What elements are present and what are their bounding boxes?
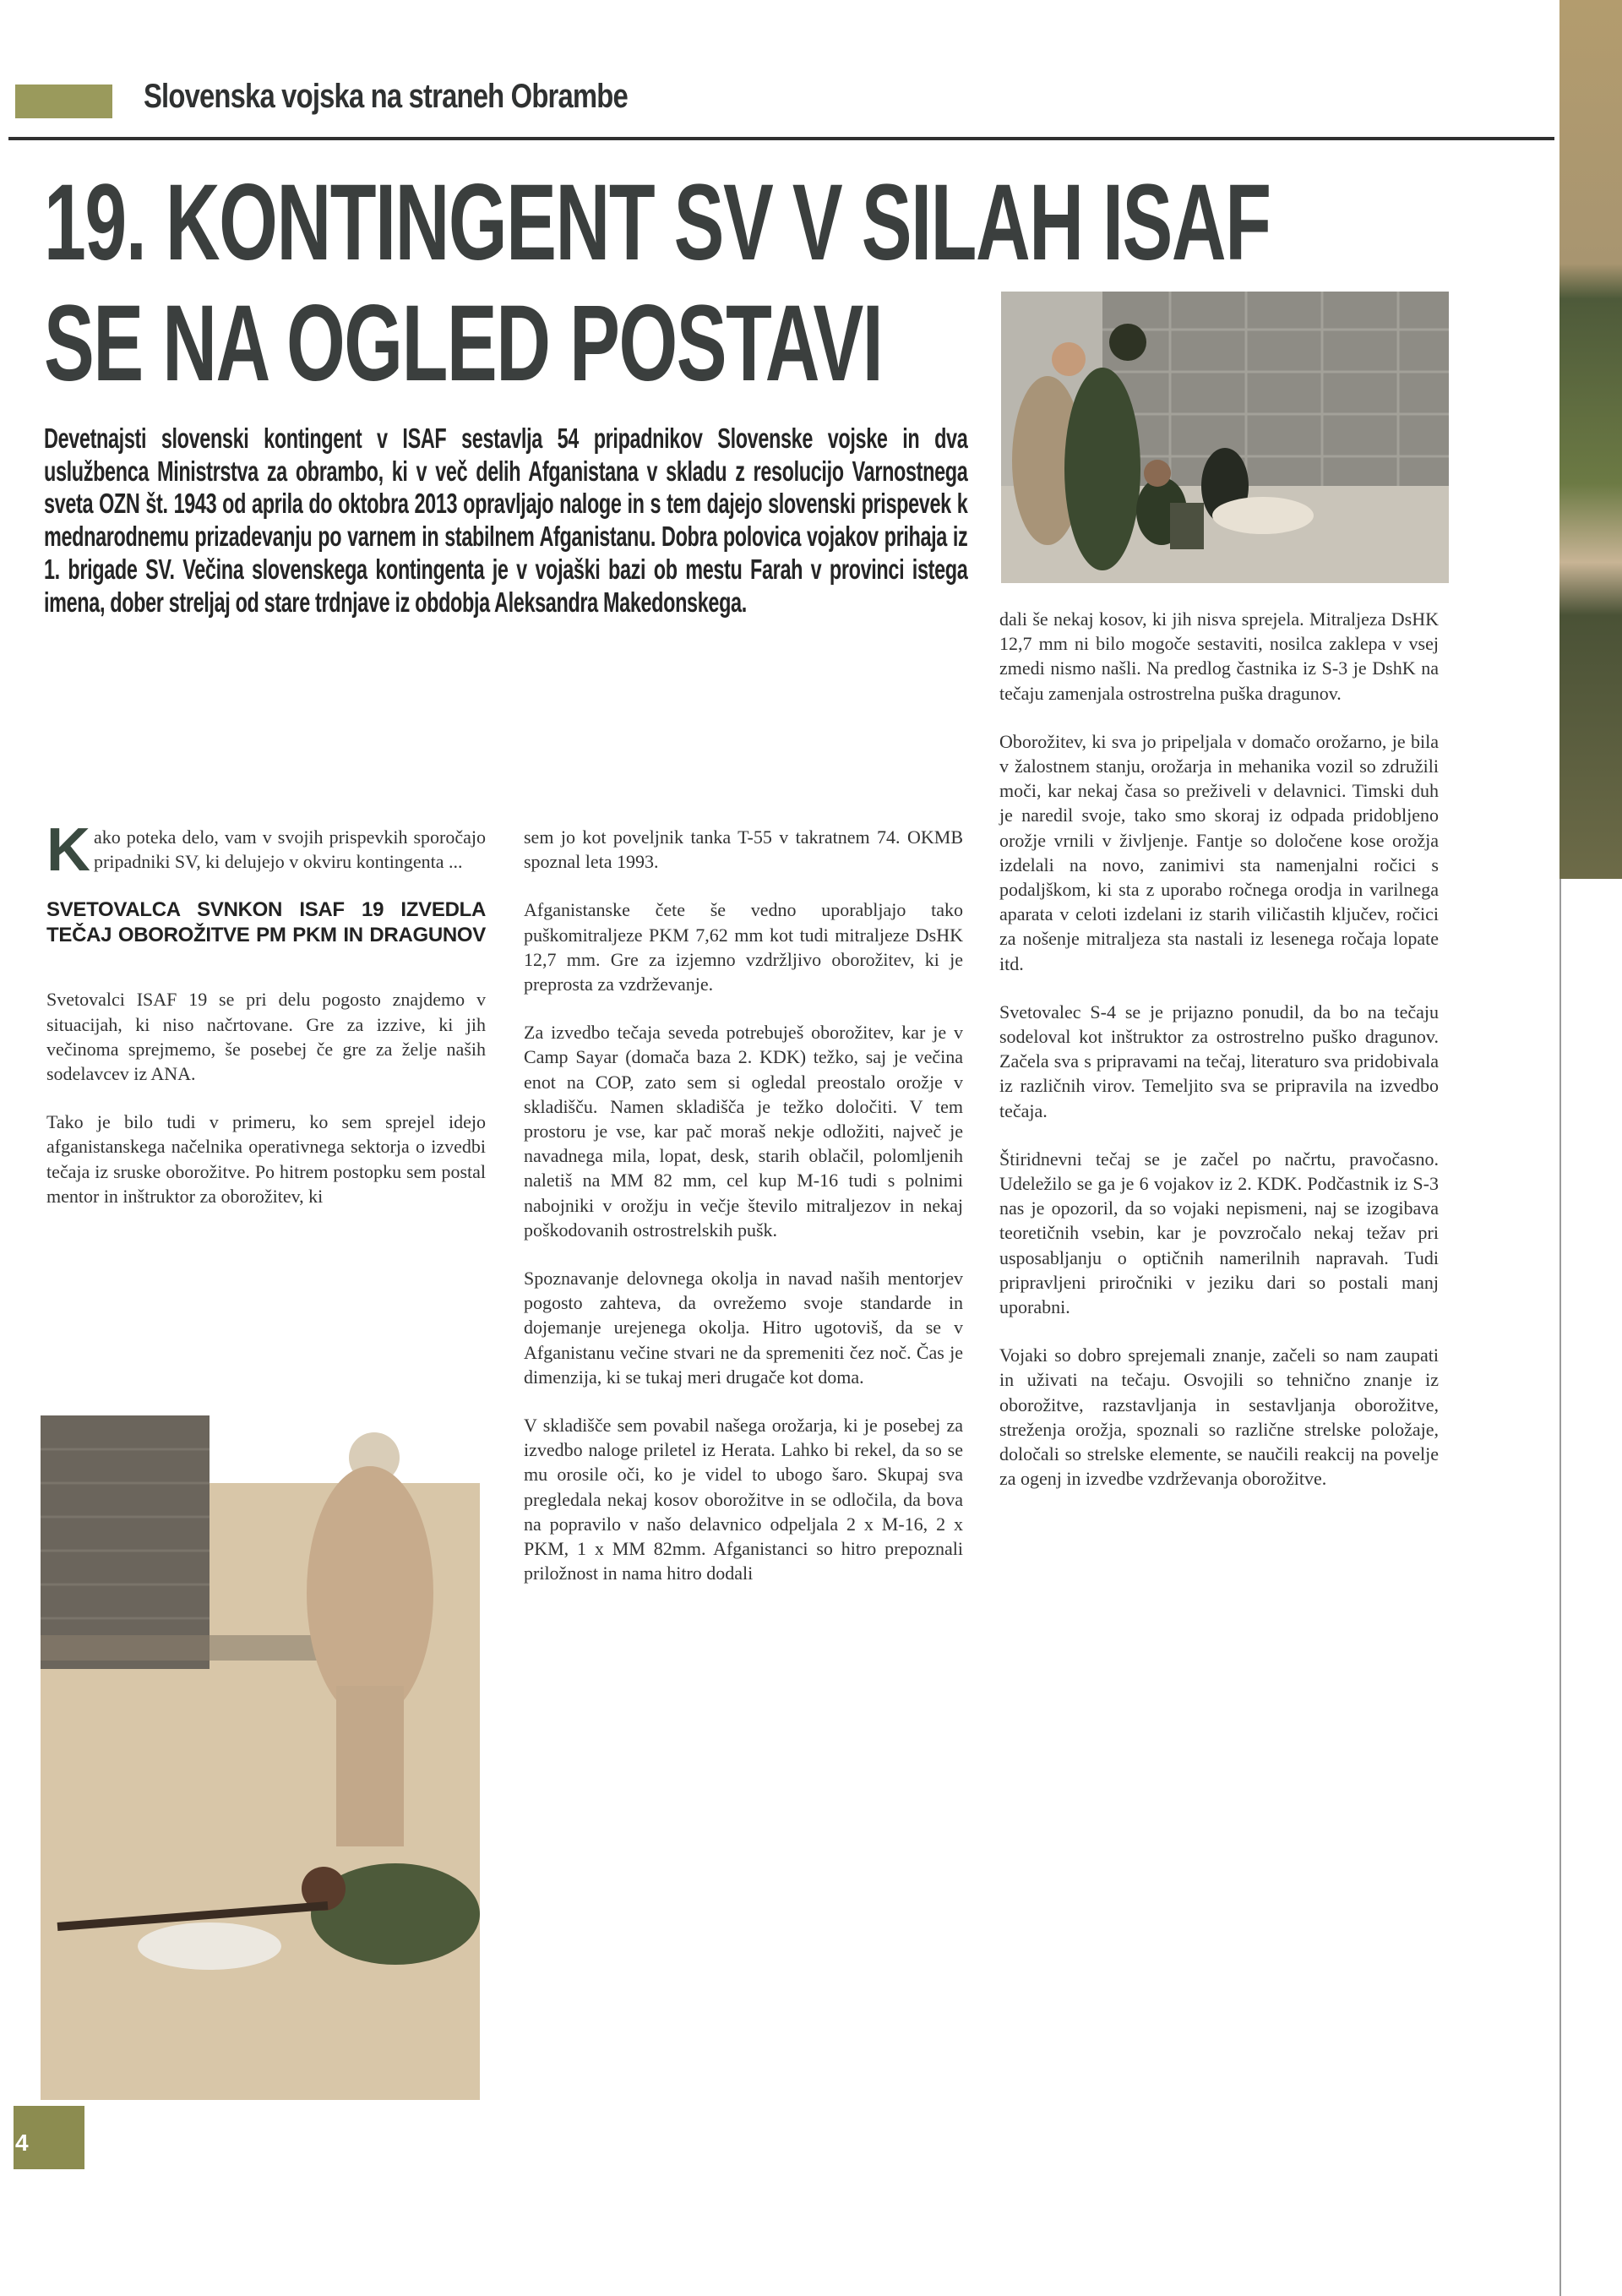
body-column-3 [999, 607, 1439, 1515]
paragraph: Oborožitev, ki sva jo pripeljala v domačo orožarno, je bila v žalostnem stanju, orožarja in mehanika vozil so združili moči, kar nekaj časa so preživeli v delavnici. Timski duh je naredil svoje, tako smo skoraj iz odpada pridobljeno orožje vrnili v življenje. Fantje so določene kose orožja izdelali na novo, zanimivi sta namenjalni ročici s podaljškom, ki sta z uporabo ročnega orodja in varilnega aparata v celoti izdelani iz starih viličastih ključev, ročici za nošenje mitraljeza sta nastali iz lesenega ročaja lopate itd. [999, 730, 1439, 974]
article-title-line-1: 19. KONTINGENT SV V SILAH ISAF [44, 162, 1271, 283]
soldiers-training-photo-illustration [1001, 292, 1449, 583]
intro-text: ako poteka delo, vam v svojih prispevkih sporočajo pripadniki SV, ki delujejo v okviru kontingenta ... [94, 826, 486, 873]
paragraph: Spoznavanje delovnega okolja in navad naših mentorjev pogosto zahteva, da ovrežemo svoje standarde in dojemanje urejenega okolja. Hitro ugotoviš, da se v Afganistanu večine stvari ne da spremeniti čez noč. Čas je dimenzija, ki se tukaj meri drugače kot doma. [524, 1268, 963, 1388]
page-number: 4 [15, 2130, 29, 2156]
paragraph: dali še nekaj kosov, ki jih nisva sprejela. Mitraljeza DsHK 12,7 mm ni bilo mogoče sestaviti, nosilca zaklepa v vsej zmedi nismo našli. Na predlog častnika iz S-3 je DshK na tečaju zamenjala ostrostrelna puška dragunov. [999, 608, 1439, 704]
paragraph: Svetovalci ISAF 19 se pri delu pogosto znajdemo v situacijah, ki niso načrtovane. Gre za izzive, ki jih večinoma sprejmemo, še posebej če gre za želje naših sodelavcev iz ANA. [46, 989, 486, 1085]
section-title: Slovenska vojska na straneh Obrambe [144, 78, 628, 115]
body-column-2 [524, 825, 963, 1609]
intro-paragraph [46, 816, 486, 884]
body-column-1 [46, 816, 486, 1232]
paragraph: Tako je bilo tudi v primeru, ko sem sprejel idejo afganistanskega načelnika operativnega sektorja o izvedbi tečaja iz sruske oborožitve. Po hitrem postopku sem postal mentor in inštruktor za oborožitev, ki [46, 1111, 486, 1207]
paragraph: V skladišče sem povabil našega orožarja, ki je posebej za izvedbo naloge priletel iz Herata. Lahko bi rekel, da so se mu orosile oči, ko je videl to ubogo šaro. Skupaj sva pregledala nekaj kosov oborožitve in se odločila, da bova na popravilo v našo delavnico odpeljala 2 x M-16, 2 x PKM, 1 x MM 82mm. Afganistanci so hitro prepoznali priložnost in nama hitro dodali [524, 1415, 963, 1584]
paragraph: Svetovalec S-4 se je prijazno ponudil, da bo na tečaju sodeloval kot inštruktor za ostrostrelno puško dragunov. Začela sva s pripravami na tečaj, literaturo sva pridobivala iz različnih virov. Temeljito sva se pripravila na izvedbo tečaja. [999, 1001, 1439, 1121]
article-title-line-2: SE NA OGLED POSTAVI [44, 283, 883, 404]
paragraph: Afganistanske čete še vedno uporabljajo tako puškomitraljeze PKM 7,62 mm kot tudi mitraljeze DsHK 12,7 mm. Gre za izjemno vzdržljivo oborožitev, ki je preprosta za vzdrževanje. [524, 899, 963, 995]
photo-soldier-prone-rifle [41, 1415, 480, 2100]
photo-soldiers-training [1001, 292, 1449, 583]
subheading: SVETOVALCA SVNKON ISAF 19 IZVEDLA TEČAJ OBOROŽITVE PM PKM IN DRAGUNOV [46, 898, 486, 947]
soldier-with-rifle-photo-illustration [41, 1415, 480, 2100]
paragraph: sem jo kot poveljnik tanka T-55 v takratnem 74. OKMB spoznal leta 1993. [524, 826, 963, 873]
paragraph: Za izvedbo tečaja seveda potrebuješ oborožitev, kar je v Camp Sayar (domača baza 2. KDK) težko, saj je večina enot na COP, zato sem si ogledal preostalo orožje v skladišču. Namen skladišča je težko določiti. V tem prostoru je vse, kar pač moraš nekje odložiti, največ je navadnega mila, lopat, desk, starih oblačil, polomljenih naletiš na MM 82 mm, cel kup M-16 tudi s polnimi nabojniki v orožju in večje število mitraljezov in nekaj poškodovanih ostrostrelskih pušk. [524, 1022, 963, 1241]
facing-page-photo-edge [1559, 0, 1622, 879]
header-divider [8, 137, 1554, 140]
paragraph: Vojaki so dobro sprejemali znanje, začeli so nam zaupati in uživati na tečaju. Osvojili so tehnično znanje iz oborožitve, razstavljanja in sestavljanja oborožitve, streženja orožja, spoznali so različne strelske položaje, določali so strelske elemente, se naučili reakcij na povelje za ogenj in izvedbe vzdrževanja oborožitve. [999, 1344, 1439, 1490]
article-lead: Devetnajsti slovenski kontingent v ISAF sestavlja 54 pripadnikov Slovenske vojske in dva uslužbenca Ministrstva za obrambo, ki v več delih Afganistana v skladu z resolucijo Varnostnega sveta OZN št. 1943 od aprila do oktobra 2013 opravljajo naloge in s tem dajejo slovenski prispevek k mednarodnemu prizadevanju po varnem in stabilnem Afganistanu. Dobra polovica vojakov prihaja iz 1. brigade SV. Večina slovenskega kontingenta je v vojaški bazi ob mestu Farah v provinci istega imena, dober streljaj od stare trdnjave iz obdobja Aleksandra Makedonskega. [44, 423, 968, 618]
page-gutter-line [1559, 879, 1561, 2296]
paragraph: Štiridnevni tečaj se je začel po načrtu, pravočasno. Udeležilo se ga je 6 vojakov iz 2. KDK. Podčastnik iz S-3 nas je opozoril, da so vojaki nepismeni, naj se izogibava teoretičnih vsebin, kar je povzročalo nekaj težav pri usposabljanju o optičnih namerilnih napravah. Tudi pripravljeni priročniki v jeziku dari so postali manj uporabni. [999, 1148, 1439, 1318]
drop-cap: K [46, 816, 90, 884]
section-color-block [15, 85, 112, 118]
